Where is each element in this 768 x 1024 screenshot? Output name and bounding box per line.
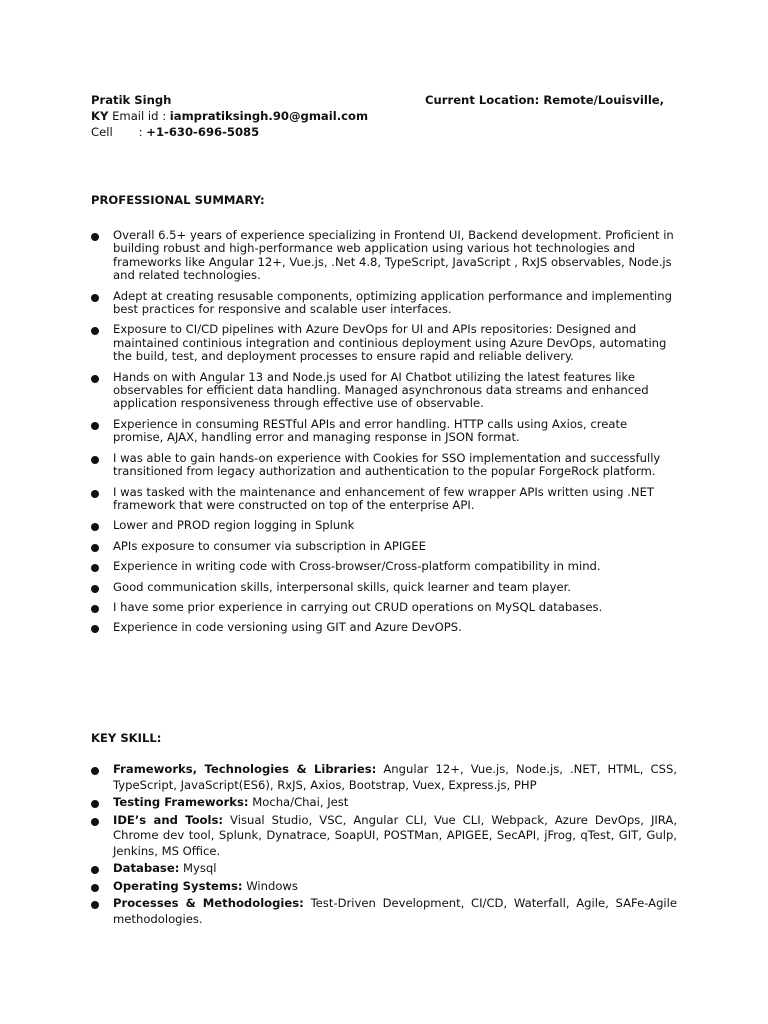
professional-summary-title: PROFESSIONAL SUMMARY: bbox=[91, 193, 265, 207]
bullet-icon bbox=[91, 901, 99, 909]
skill-category-value: Test-Driven Development, CI/CD, Waterfall, Agile, SAFe-Agile methodologies. bbox=[113, 896, 677, 926]
summary-item bbox=[91, 418, 677, 445]
summary-item bbox=[91, 560, 677, 573]
summary-item bbox=[91, 290, 677, 317]
skill-category-label: IDE’s and Tools: bbox=[113, 812, 224, 827]
email-label: Email id : bbox=[112, 109, 167, 123]
name-line bbox=[91, 92, 691, 108]
skill-item bbox=[91, 813, 677, 860]
bullet-icon bbox=[91, 456, 99, 464]
bullet-icon bbox=[91, 767, 99, 775]
summary-item bbox=[91, 229, 677, 283]
summary-item-text: Exposure to CI/CD pipelines with Azure DevOps for UI and APIs repositories: Designed and maintained continious integration and continious deployment using Azure DevOps, automating the build, test, and deployment processes to ensure rapid and reliable delivery. bbox=[113, 322, 667, 364]
summary-item bbox=[91, 621, 677, 634]
bullet-icon bbox=[91, 585, 99, 593]
bullet-icon bbox=[91, 294, 99, 302]
summary-item-text: Lower and PROD region logging in Splunk bbox=[113, 518, 355, 533]
summary-item-text: I was able to gain hands-on experience with Cookies for SSO implementation and successfully transitioned from legacy authorization and authentication to the popular ForgeRock platform. bbox=[113, 450, 661, 479]
summary-item bbox=[91, 371, 677, 411]
skill-category-label: Processes & Methodologies: bbox=[113, 896, 304, 910]
location-value: Remote/Louisville, bbox=[543, 93, 665, 107]
skill-item bbox=[91, 861, 677, 877]
bullet-icon bbox=[91, 800, 99, 808]
skill-category-label: Frameworks, Technologies & Libraries: bbox=[113, 762, 377, 776]
key-skill-list bbox=[91, 762, 677, 929]
current-location bbox=[425, 92, 664, 108]
summary-item-text: Good communication skills, interpersonal skills, quick learner and team player. bbox=[113, 579, 571, 594]
summary-item-text: Experience in consuming RESTful APIs and error handling. HTTP calls using Axios, create promise, AJAX, handling error and managing response in JSON format. bbox=[113, 416, 628, 445]
summary-item bbox=[91, 486, 677, 513]
summary-item-text: I have some prior experience in carrying out CRUD operations on MySQL databases. bbox=[113, 599, 603, 614]
location-state: KY bbox=[91, 109, 109, 123]
contact-header bbox=[91, 92, 691, 140]
summary-item-text: Experience in code versioning using GIT and Azure DevOPS. bbox=[113, 620, 462, 635]
cell-value: +1-630-696-5085 bbox=[146, 125, 260, 139]
summary-item-text: Experience in writing code with Cross-browser/Cross-platform compatibility in mind. bbox=[113, 559, 601, 574]
summary-item bbox=[91, 581, 677, 594]
bullet-icon bbox=[91, 544, 99, 552]
key-skill-title: KEY SKILL: bbox=[91, 731, 162, 745]
candidate-name: Pratik Singh bbox=[91, 93, 172, 107]
summary-item bbox=[91, 540, 677, 553]
email-value: iampratiksingh.90@gmail.com bbox=[169, 109, 369, 123]
location-label: Current Location: bbox=[425, 93, 540, 107]
summary-item bbox=[91, 519, 677, 532]
professional-summary-list bbox=[91, 229, 677, 642]
bullet-icon bbox=[91, 605, 99, 613]
summary-item-text: APIs exposure to consumer via subscription in APIGEE bbox=[113, 538, 426, 553]
summary-item bbox=[91, 323, 677, 363]
bullet-icon bbox=[91, 490, 99, 498]
skill-item bbox=[91, 762, 677, 793]
skill-category-value: Windows bbox=[246, 878, 298, 893]
skill-category-value: Angular 12+, Vue.js, Node.js, .NET, HTML, CSS, TypeScript, JavaScript(ES6), RxJS, Axios, Bootstrap, Vuex, Express.js, PHP bbox=[113, 762, 678, 792]
summary-item-text: Hands on with Angular 13 and Node.js used for AI Chatbot utilizing the latest features like observables for efficient data handling. Managed asynchronous data streams and enhanced application responsiveness through effective use of observable. bbox=[113, 369, 649, 411]
bullet-icon bbox=[91, 233, 99, 241]
summary-item-text: Adept at creating resusable components, optimizing application performance and implementing best practices for responsive and scalable user interfaces. bbox=[113, 288, 672, 317]
skill-category-label: Database: bbox=[113, 861, 180, 875]
skill-category-value: Mysql bbox=[183, 861, 217, 875]
bullet-icon bbox=[91, 327, 99, 335]
bullet-icon bbox=[91, 375, 99, 383]
skill-category-label: Operating Systems: bbox=[113, 878, 243, 893]
bullet-icon bbox=[91, 625, 99, 633]
skill-category-label: Testing Frameworks: bbox=[113, 795, 249, 809]
summary-item-text: Overall 6.5+ years of experience specializing in Frontend UI, Backend development. Proficient in building robust and high-performance web application using various hot technologies and frameworks like Angular 12+, Vue.js, .Net 4.8, TypeScript, JavaScript , RxJS observables, Node.js and related technologies. bbox=[113, 228, 674, 283]
summary-item bbox=[91, 452, 677, 479]
summary-item-text: I was tasked with the maintenance and enhancement of few wrapper APIs written using .NET framework that were constructed on top of the enterprise API. bbox=[113, 484, 654, 512]
bullet-icon bbox=[91, 866, 99, 874]
skill-category-value: Visual Studio, VSC, Angular CLI, Vue CLI, Webpack, Azure DevOps, JIRA, Chrome dev tool, Splunk, Dynatrace, SoapUI, POSTMan, APIGEE, SecAPI, jFrog, qTest, GIT, Gulp, Jenkins, MS Office. bbox=[113, 812, 677, 858]
bullet-icon bbox=[91, 818, 99, 826]
bullet-icon bbox=[91, 422, 99, 430]
email-line bbox=[91, 108, 691, 124]
summary-item bbox=[91, 601, 677, 614]
skill-item bbox=[91, 896, 677, 927]
skill-item bbox=[91, 879, 677, 895]
bullet-icon bbox=[91, 884, 99, 892]
cell-label: Cell bbox=[91, 125, 113, 139]
cell-line bbox=[91, 124, 691, 140]
bullet-icon bbox=[91, 564, 99, 572]
skill-item bbox=[91, 795, 677, 811]
cell-separator: : bbox=[138, 125, 143, 139]
skill-category-value: Mocha/Chai, Jest bbox=[252, 795, 349, 809]
bullet-icon bbox=[91, 523, 99, 531]
